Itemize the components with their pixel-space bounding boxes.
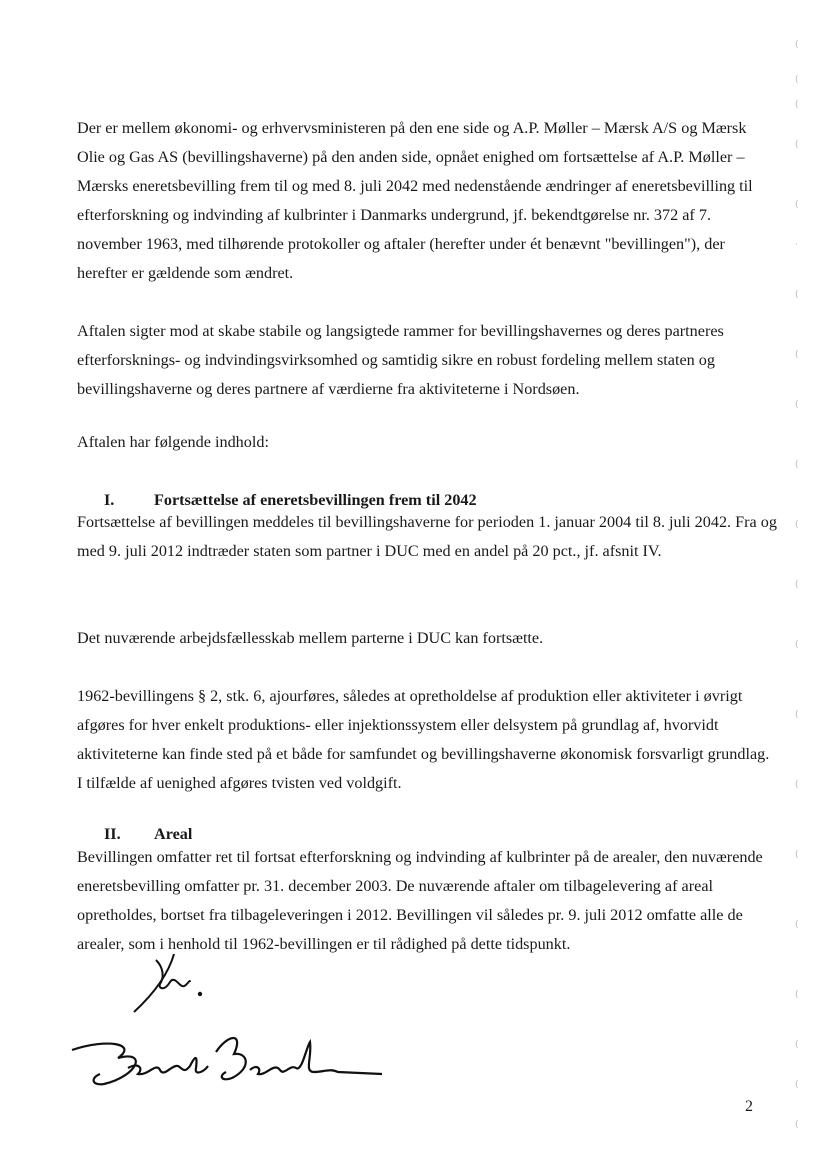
full-signature [68,1028,388,1098]
section-2-heading [104,823,192,845]
intro-paragraph: Der er mellem økonomi- og erhvervsministeren på den ene side og A.P. Møller – Mærsk A/S og Mærsk Olie og Gas AS (bevillingshaverne) på den anden side, opnået enighed om fortsættelse af A.P. Møller – Mærsks eneretsbevilling frem til og med 8. juli 2042 med nedenstående ændringer af eneretsbevilling til efterforskning og indvinding af kulbrinter i Danmarks undergrund, jf. bekendtgørelse nr. 372 af 7. november 1963, med tilhørende protokoller og aftaler (herefter under ét benævnt "bevillingen"), der herefter er gældende som ændret. [77,119,753,282]
initials-signature [130,948,220,1018]
section-2-paragraph-1: Bevillingen omfatter ret til fortsat efterforskning og indvinding af kulbrinter på de arealer, den nuværende eneretsbevilling omfatter pr. 31. december 2003. De nuværende aftaler om tilbagelevering af areal opretholdes, bortset fra tilbageleveringen i 2012. Bevillingen vil således pr. 9. juli 2012 omfatte alle de arealer, som i henhold til 1962-bevillingen er til rådighed på dette tidspunkt. [77,848,763,953]
page-number: 2 [745,1098,753,1115]
contents-paragraph: Aftalen har følgende indhold: [77,433,269,451]
section-1-paragraph-2: Det nuværende arbejdsfællesskab mellem parterne i DUC kan fortsætte. [77,629,544,647]
section-1-title: Fortsættelse af eneretsbevillingen frem til 2042 [154,491,477,509]
section-1-paragraph-3: 1962-bevillingens § 2, stk. 6, ajourføres, således at opretholdelse af produktion eller aktiviteter i øvrigt afgøres for hver enkelt produktions- eller injektionssystem eller delsystem på grundlag af, hvorvidt aktiviteterne kan finde sted på et både for samfundet og bevillingshaverne økonomisk forsvarligt grundlag. I tilfælde af uenighed afgøres tvisten ved voldgift. [77,687,770,792]
section-1-paragraph-1: Fortsættelse af bevillingen meddeles til bevillingshaverne for perioden 1. januar 2004 til 8. juli 2042. Fra og med 9. juli 2012 indtræder staten som partner i DUC med en andel på 20 pct., jf. afsnit IV. [77,513,777,560]
scan-margin-marks: ( ( ( ( ( · ( ( ( ( ( ( ( ( ( ( ( ( ( ( ( [795,40,799,1130]
section-1-number: I. [104,491,115,509]
section-2-title: Areal [154,825,193,843]
purpose-paragraph: Aftalen sigter mod at skabe stabile og langsigtede rammer for bevillingshavernes og deres partneres efterforsknings- og indvindingsvirksomhed og samtidig sikre en robust fordeling mellem staten og bevillingshaverne og deres partnere af værdierne fra aktiviteterne i Nordsøen. [77,322,724,398]
section-2-number: II. [104,825,121,843]
